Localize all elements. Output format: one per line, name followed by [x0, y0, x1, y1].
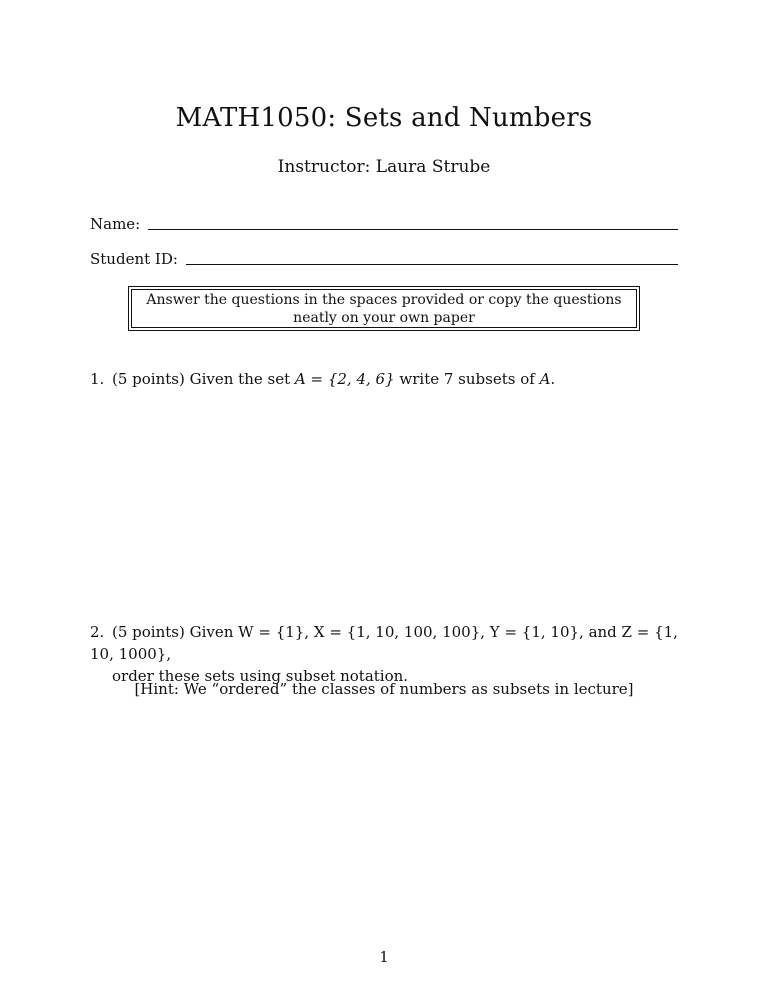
question-1-period: .: [550, 370, 556, 388]
question-1-number: 1.: [90, 370, 105, 388]
question-1-text: Given the set: [189, 370, 295, 388]
question-2-number: 2.: [90, 623, 105, 641]
question-2-line-2: order these sets using subset notation.: [112, 667, 409, 685]
page-number: 1: [379, 948, 389, 966]
name-field[interactable]: [90, 215, 678, 233]
student-id-field[interactable]: [90, 250, 678, 268]
question-2-hint: [Hint: We “ordered” the classes of numbers as subsets in lecture]: [134, 680, 634, 698]
question-2: [90, 621, 680, 687]
question-1-text-after: write 7 subsets of: [394, 370, 540, 388]
question-1-set-name: A: [539, 370, 551, 388]
question-2-line-1: Given W = {1}, X = {1, 10, 100, 100}, Y = {1, 10}, and Z = {1, 10, 1000},: [90, 623, 678, 663]
question-1: [90, 368, 680, 390]
student-id-label: Student ID:: [90, 250, 178, 268]
question-1-set: A = {2, 4, 6}: [294, 370, 395, 388]
instructions-text: Answer the questions in the spaces provided or copy the questions neatly on your own paper: [131, 289, 637, 328]
instructions-box: [128, 286, 640, 331]
student-id-blank-line[interactable]: [186, 263, 678, 265]
name-label: Name:: [90, 215, 141, 233]
page-title: MATH1050: Sets and Numbers: [175, 103, 593, 133]
instructor-line: Instructor: Laura Strube: [277, 157, 491, 177]
name-blank-line[interactable]: [148, 228, 678, 230]
question-2-points: (5 points): [112, 623, 185, 641]
question-1-points: (5 points): [112, 370, 185, 388]
